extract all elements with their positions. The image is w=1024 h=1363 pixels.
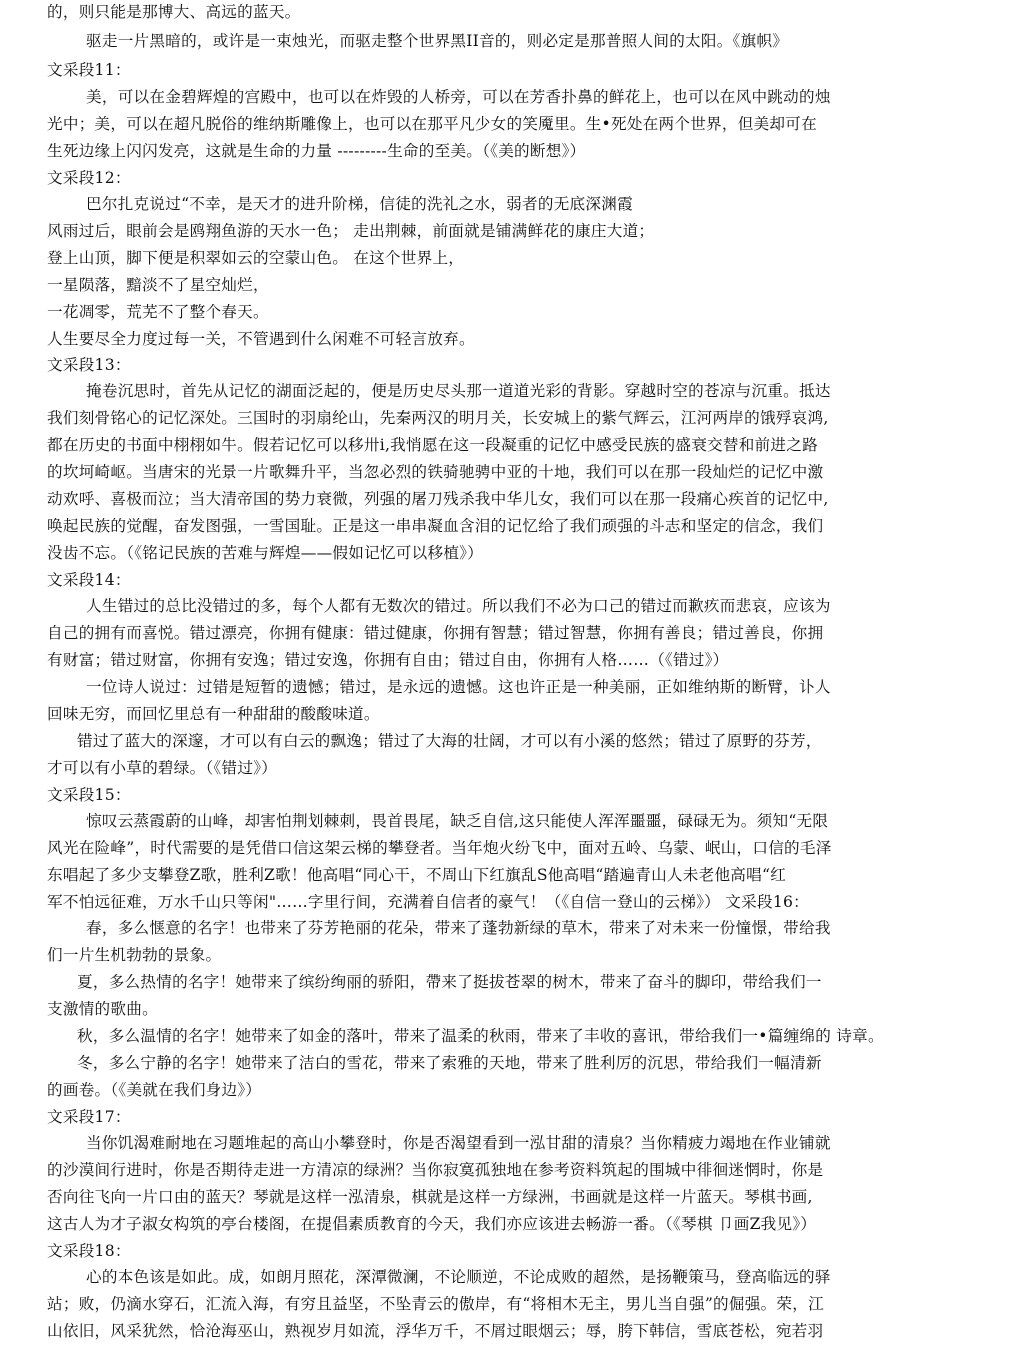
text-line: 一花凋零，荒芜不了整个春天。 [47, 303, 269, 321]
text-line: 春，多么惬意的名字！也带来了芬芳艳丽的花朵，带来了蓬勃新绿的草木，带来了对未来一份憧憬，带给我 [86, 919, 831, 937]
text-line: 否向往飞向一片口由的蓝天？琴就是这样一泓清泉，棋就是这样一方绿洲，书画就是这样一片蓝天。琴棋书画, [47, 1188, 813, 1206]
text-line: 才可以有小草的碧绿。（《错过》） [47, 759, 278, 777]
text-line: 驱走一片黑暗的，或许是一束烛光，而驱走整个世界黑II音的，则必定是那普照人间的太阳。《旗帜》 [86, 32, 789, 50]
text-line: 冬，多么宁静的名字！她带来了洁白的雪花，带来了索雅的天地，带来了胜利厉的沉思，带给我们一幅清新 [77, 1054, 822, 1072]
text-line: 的，则只能是那博大、高远的蓝天。 [47, 3, 301, 21]
text-line: 自己的拥有而喜悦。错过漂亮，你拥有健康：错过健康，你拥有智慧；错过智慧，你拥有善良；错过善良，你拥 [47, 624, 824, 642]
text-line: 都在历史的书面中栩栩如牛。假若记忆可以移卅i,我悄愿在这一段凝重的记忆中感受民族的盛衰交替和前进之路 [47, 436, 818, 454]
text-line: 军不怕远征难，万水千山只等闲"……字里行间，充满着自信者的豪气！（《自信一登山的云梯》） 文采段16： [47, 893, 810, 911]
text-line: 唤起民族的觉醒，奋发图强，一雪国耻。正是这一串串凝血含泪的记忆给了我们顽强的斗志和坚定的信念，我们 [47, 517, 824, 535]
text-line: 错过了蓝大的深邃，才可以有白云的飘逸；错过了大海的壮阔，才可以有小溪的悠然；错过了原野的芬芳， [77, 732, 822, 750]
text-line: 们一片生机勃勃的景象。 [47, 946, 222, 964]
section-heading: 文采段15： [47, 786, 131, 804]
text-line: 一位诗人说过：过错是短暂的遗憾；错过，是永远的遗憾。这也许正是一种美丽，正如维纳斯的断臂，讣人 [86, 678, 831, 696]
section-heading: 文采段11： [47, 61, 131, 79]
text-line: 夏，多么热情的名字！她带来了缤纷绚丽的骄阳，帶来了挺拔苍翠的树木，带来了奋斗的脚印，带给我们一 [77, 973, 822, 991]
text-line: 东唱起了多少支攀登Z歌，胜利Z歌！他高唱“同心干，不周山下红旗乱S他高唱“踏遍青山人未老他高唱“红 [47, 866, 787, 884]
text-line: 掩卷沉思时，首先从记忆的湖面泛起的，便是历史尽头那一道道光彩的背影。穿越时空的苍凉与沉重。抵达 [86, 382, 831, 400]
text-line: 人生要尽全力度过每一关，不管遇到什么闲难不可轻言放弃。 [47, 330, 475, 348]
text-line: 心的本色该是如此。成，如朗月照花，深潭微澜，不论顺逆，不论成败的超然，是扬鞭策马，登高临远的驿 [86, 1268, 831, 1286]
text-line: 站；败，仍滴水穿石，汇流入海，有穷且益坚，不坠青云的傲岸，有“将相木无主，男儿当自强”的倔强。荣，江 [47, 1295, 824, 1313]
section-heading: 文采段14： [47, 571, 131, 589]
text-line: 支激情的歌曲。 [47, 1000, 158, 1018]
text-line: 这古人为才子淑女构筑的亭台楼阁，在提倡素质教育的今天，我们亦应该进去畅游一番。（《琴棋 卩画Z我见》） [47, 1215, 817, 1233]
text-line: 秋，多么温情的名字！她带来了如金的落叶，带来了温柔的秋雨，带来了丰收的喜讯，带给我们一•篇缠绵的 诗章。 [77, 1027, 884, 1045]
text-line: 我们刻骨铭心的记忆深处。三国时的羽扇纶山，先秦两汉的明月关，长安城上的紫气辉云，江河两岸的饿殍哀鸿, [47, 409, 829, 427]
section-heading: 文采段12： [47, 169, 131, 187]
text-line: 的画卷。（《美就在我们身边》） [47, 1081, 262, 1099]
text-line: 登上山顶，脚下便是积翠如云的空蒙山色。 在这个世界上， [47, 249, 465, 267]
text-line: 风光在险峰”，时代需要的是凭借口信这架云梯的攀登者。当年炮火纷飞中，面对五岭、乌蒙、岷山，口信的毛泽 [47, 839, 832, 857]
text-line: 回味无穷，而回忆里总有一种甜甜的酸酸味道。 [47, 705, 380, 723]
text-line: 没齿不忘。（《铭记民族的苦难与辉煌——假如记忆可以移植》） [47, 544, 484, 562]
section-heading: 文采段17： [47, 1108, 131, 1126]
text-line: 光中；美，可以在超凡脱俗的维纳斯雕像上，也可以在那平凡少女的笑魇里。生•死处在两个世界，但美却可在 [47, 115, 817, 133]
section-heading: 文采段13： [47, 356, 131, 374]
text-line: 生死边缘上闪闪发亮，这就是生命的力量 ---------生命的至美。（《美的断想》） [47, 142, 586, 160]
text-line: 一星陨落，黯淡不了星空灿烂， [47, 276, 269, 294]
text-line: 山依旧，风采犹然，恰沧海巫山，熟视岁月如流，浮华万千，不屑过眼烟云；辱，胯下韩信，雪底苍松，宛若羽 [47, 1322, 824, 1340]
text-line: 风雨过后，眼前会是鸥翔鱼游的天水一色； 走出荆棘，前面就是铺满鲜花的康庄大道； [47, 222, 655, 240]
section-heading: 文采段18： [47, 1242, 131, 1260]
text-line: 惊叹云蒸霞蔚的山峰，却害怕荆划棘刺，畏首畏尾，缺乏自信,这只能使人浑浑噩噩，碌碌无为。须知“无限 [86, 812, 829, 830]
text-line: 的沙漠间行进时，你是否期待走进一方清凉的绿洲？当你寂寞孤独地在参考资料筑起的围城中徘徊迷惘时，你是 [47, 1161, 824, 1179]
text-line: 的坎坷崎岖。当唐宋的光景一片歌舞升平，当忽必烈的铁骑驰骋中亚的十地，我们可以在那一段灿烂的记忆中激 [47, 463, 824, 481]
text-line: 动欢呼、喜极而泣；当大清帝国的势力衰微，列强的屠刀残杀我中华儿女，我们可以在那一段痛心疾首的记忆中, [47, 490, 829, 508]
text-line: 巴尔扎克说过“不幸，是天才的进升阶梯，信徒的洗礼之水，弱者的无底深渊霞 [86, 195, 633, 213]
text-line: 有财富；错过财富，你拥有安逸；错过安逸，你拥有自由；错过自由，你拥有人格……（《错过》） [47, 651, 729, 669]
text-line: 人生错过的总比没错过的多，每个人都有无数次的错过。所以我们不必为口己的错过而歉疚而悲哀，应该为 [86, 597, 831, 615]
text-line: 当你饥渴难耐地在习题堆起的高山小攀登时，你是否渴望看到一泓甘甜的清泉？当你精疲力竭地在作业铺就 [86, 1134, 831, 1152]
text-line: 美，可以在金碧辉煌的宫殿中，也可以在炸毁的人桥旁，可以在芳香扑鼻的鲜花上，也可以在风中跳动的烛 [86, 88, 831, 106]
